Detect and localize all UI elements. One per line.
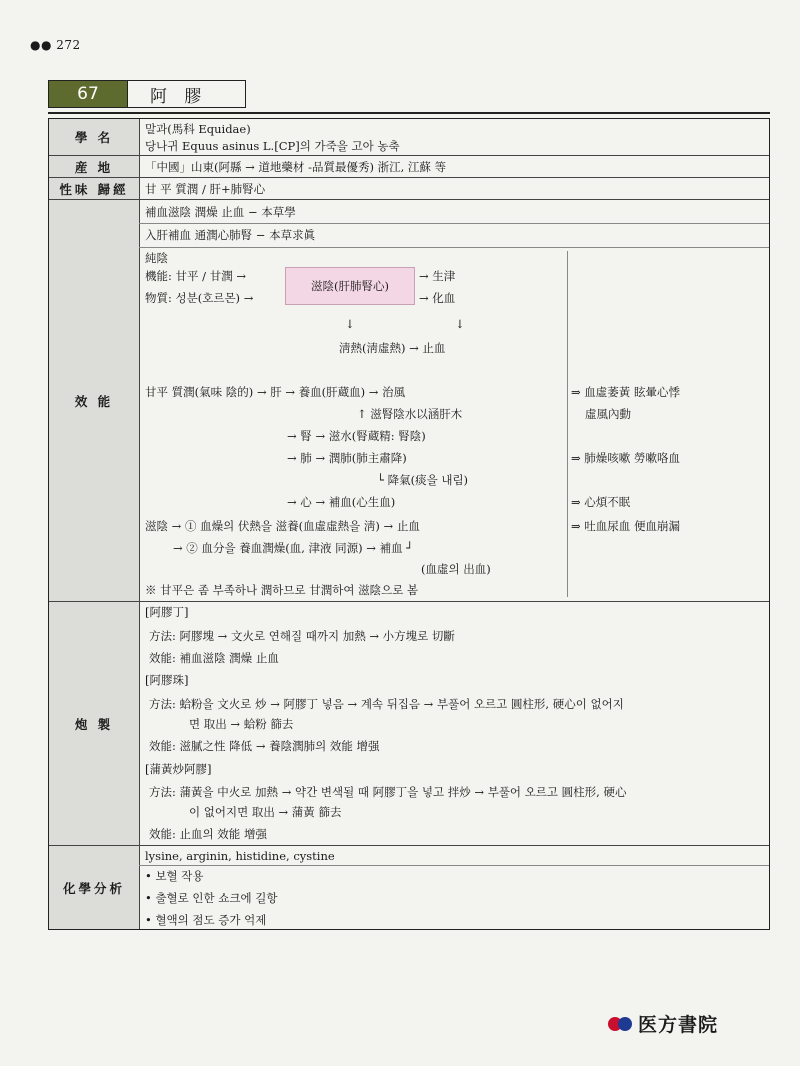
row-divider	[139, 247, 769, 248]
diagram-function: 機能: 甘平 / 甘潤 →	[145, 269, 247, 283]
indication-1b: 虛風內動	[585, 407, 631, 421]
mechanism-lung-note: └ 降氣(痰을 내림)	[377, 473, 469, 487]
prep-method-2-cont: 면 取出 → 蛤粉 篩去	[189, 717, 294, 731]
prep-effect-2: 效能: 滋膩之性 降低 → 養陰潤肺의 效能 增强	[149, 739, 380, 753]
page-number: ●● 272	[30, 38, 81, 52]
scientific-family: 말과(馬科 Equidae)	[145, 122, 251, 136]
publisher-name: 医方書院	[638, 1014, 719, 1036]
diagram-substance: 物質: 성분(호르몬) →	[145, 291, 254, 305]
prep-heading-2: [阿膠珠]	[145, 673, 189, 687]
diagram-center-box: 滋陰(肝肺腎心)	[285, 267, 415, 305]
prep-heading-1: [阿膠丁]	[145, 605, 189, 619]
efficacy-source-2: 入肝補血 通潤心肺腎 − 本草求眞	[145, 228, 316, 242]
prep-method-3: 方法: 蒲黃을 中火로 加熱 → 약간 변색될 때 阿膠丁을 넣고 拌炒 → 부풀어 오르고 圓柱形, 硬心	[149, 785, 627, 799]
row-divider	[49, 199, 769, 200]
scientific-species: 당나귀 Equus asinus L.[CP]의 가죽을 고아 농축	[145, 139, 400, 153]
monograph-table	[48, 118, 770, 930]
prep-method-1: 方法: 阿膠塊 → 文火로 연해질 때까지 加熱 → 小方塊로 切斷	[149, 629, 455, 643]
mechanism-lung: → 肺 → 潤肺(肺主肅降)	[287, 451, 407, 465]
diagram-arrow-down: ↓	[455, 317, 465, 331]
diagram-title: 純陰	[145, 251, 168, 265]
publisher-logo	[608, 1010, 718, 1037]
indication-2: ⇒ 肺燥咳嗽 勞嗽咯血	[571, 451, 680, 465]
nature-text: 甘 平 質潤 / 肝+肺腎心	[145, 182, 266, 196]
mechanism-heart: → 心 → 補血(心生血)	[287, 495, 396, 509]
diagram-arrow-down: ↓	[345, 317, 355, 331]
chem-compounds: lysine, arginin, histidine, cystine	[145, 849, 335, 863]
origin-text: 「中國」山東(阿縣 → 道地藥材 -品質最優秀) 浙江, 江蘇 等	[145, 160, 447, 174]
mechanism-kidney: → 腎 → 滋水(腎蔵精: 腎陰)	[287, 429, 426, 443]
row-divider	[49, 155, 769, 156]
prep-heading-3: [蒲黃炒阿膠]	[145, 762, 212, 776]
label-poje: 炮 製	[49, 602, 139, 845]
prep-method-2: 方法: 蛤粉을 文火로 炒 → 阿膠丁 넣음 → 계속 뒤집음 → 부풀어 오르고 圓柱形, 硬心이 없어지	[149, 697, 624, 711]
label-seongmi: 性味 歸經	[49, 178, 139, 199]
label-hakmyeong: 學 名	[49, 119, 139, 155]
row-divider	[139, 865, 769, 866]
label-sanji: 産 地	[49, 156, 139, 177]
prep-effect-3: 效能: 止血의 效能 增强	[149, 827, 267, 841]
entry-number: 67	[48, 80, 128, 108]
diagram-result-1: → 生津	[419, 269, 456, 283]
row-divider	[49, 601, 769, 602]
mechanism-yin-note: (血虛의 出血)	[421, 562, 491, 576]
chem-effect-1: • 보혈 작용	[145, 869, 204, 883]
mechanism-yin-1: 滋陰 → ① 血燥의 伏熱을 滋養(血虛虛熱을 淸) → 止血	[145, 519, 420, 533]
diagram-result-2: → 化血	[419, 291, 456, 305]
label-hyoneung: 效 能	[49, 200, 139, 601]
indication-3: ⇒ 心煩不眠	[571, 495, 631, 509]
indication-1: ⇒ 血虛萎黃 眩暈心悸	[571, 385, 680, 399]
efficacy-note: ※ 甘平은 좀 부족하나 潤하므로 甘潤하여 滋陰으로 봄	[145, 583, 419, 597]
row-divider	[49, 177, 769, 178]
logo-blue-dot	[618, 1017, 632, 1031]
mechanism-liver-note: ↑ 滋腎陰水以涵肝木	[357, 407, 463, 421]
chem-effect-2: • 출혈로 인한 쇼크에 길항	[145, 891, 278, 905]
label-column-divider	[139, 119, 140, 929]
entry-title: 阿 膠	[128, 80, 246, 108]
row-divider	[139, 223, 769, 224]
diagram-heat-clearing: 淸熱(淸虛熱) → 止血	[339, 341, 446, 355]
prep-method-3-cont: 이 없어지면 取出 → 蒲黃 篩去	[189, 805, 342, 819]
row-divider	[49, 845, 769, 846]
efficacy-source-1: 補血滋陰 潤燥 止血 − 本草學	[145, 205, 296, 219]
prep-effect-1: 效能: 補血滋陰 潤燥 止血	[149, 651, 279, 665]
mechanism-yin-2: → ② 血分을 養血潤燥(血, 津液 同源) → 補血 ┘	[173, 541, 414, 555]
effects-column-divider	[567, 251, 568, 597]
header-rule	[48, 112, 770, 114]
chem-effect-3: • 혈액의 점도 증가 억제	[145, 913, 267, 927]
indication-4: ⇒ 吐血尿血 便血崩漏	[571, 519, 680, 533]
label-hwahak: 化學分析	[49, 846, 139, 929]
mechanism-liver: 甘平 質潤(氣味 陰的) → 肝 → 養血(肝蔵血) → 治風	[145, 385, 406, 399]
